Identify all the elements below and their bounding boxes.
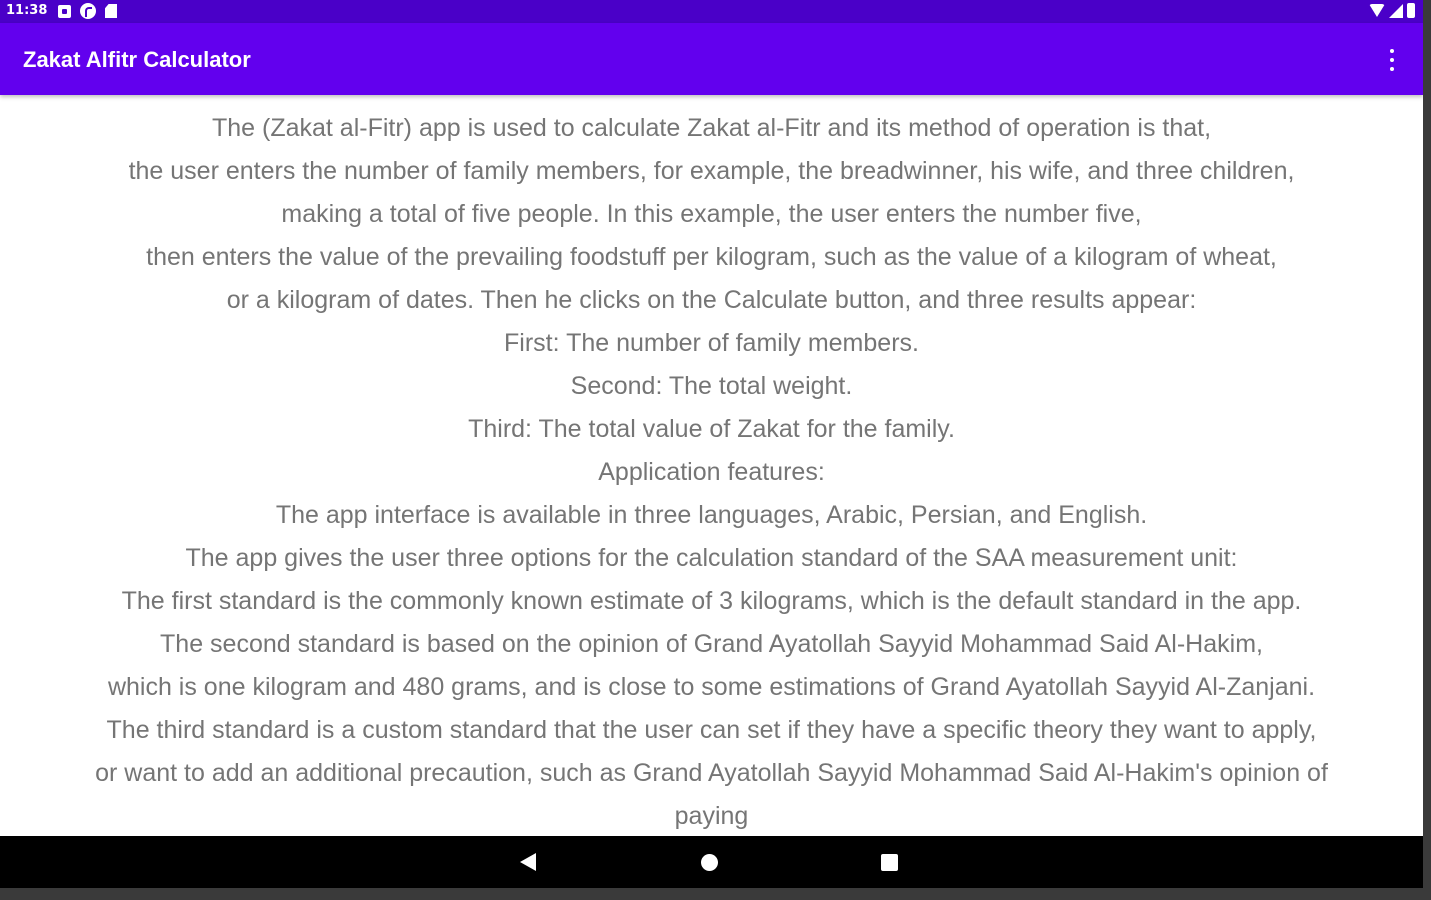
app-icon [80,3,96,19]
content-scroll-area[interactable] [0,95,1423,836]
menu-dot [1390,49,1394,53]
status-bar [0,0,1423,23]
description-line: The third standard is a custom standard that the user can set if they have a specific theory they want to apply, [106,716,1317,744]
recents-square-icon[interactable] [881,854,898,871]
app-bar [0,23,1423,95]
status-icons-left [58,3,117,19]
description-line: The app interface is available in three languages, Arabic, Persian, and English. [275,501,1148,529]
sd-card-icon [105,4,117,18]
app-title: Zakat Alfitr Calculator [23,47,251,72]
back-triangle-icon[interactable] [520,853,536,871]
description-line: or a kilogram of dates. Then he clicks on the Calculate button, and three results appear: [226,286,1197,314]
description-line: Second: The total weight. [570,372,853,400]
navigation-bar [0,836,1423,888]
status-icons-right [1369,3,1415,18]
description-line: The second standard is based on the opinion of Grand Ayatollah Sayyid Mohammad Said Al-Hakim, [160,630,1263,658]
description-line: The (Zakat al-Fitr) app is used to calculate Zakat al-Fitr and its method of operation is that, [211,114,1212,142]
description-line: First: The number of family members. [504,329,919,357]
description-line: The app gives the user three options for the calculation standard of the SAA measurement unit: [185,544,1238,572]
description-line: Application features: [598,458,825,486]
battery-icon [1407,3,1415,18]
app-description [0,95,1423,836]
status-time: 11:38 [6,3,48,18]
wifi-icon [1369,4,1385,17]
more-vert-icon[interactable] [1385,49,1399,71]
description-line: or want to add an additional precaution, such as Grand Ayatollah Sayyid Mohammad Said Al-Hakim's opinion of [95,759,1328,787]
menu-dot [1390,58,1394,62]
signal-icon [1389,4,1403,18]
description-line: which is one kilogram and 480 grams, and is close to some estimations of Grand Ayatollah Sayyid Al-Zanjani. [107,673,1316,701]
description-line: the user enters the number of family members, for example, the breadwinner, his wife, and three children, [128,157,1295,185]
home-circle-icon[interactable] [701,854,718,871]
description-line: making a total of five people. In this example, the user enters the number five, [281,200,1142,228]
description-line: then enters the value of the prevailing foodstuff per kilogram, such as the value of a kilogram of wheat, [146,243,1277,271]
menu-dot [1390,67,1394,71]
description-line: Third: The total value of Zakat for the family. [468,415,955,443]
description-line: The first standard is the commonly known estimate of 3 kilograms, which is the default standard in the app. [121,587,1302,615]
description-line: paying [674,802,749,830]
notification-icon [58,5,71,18]
